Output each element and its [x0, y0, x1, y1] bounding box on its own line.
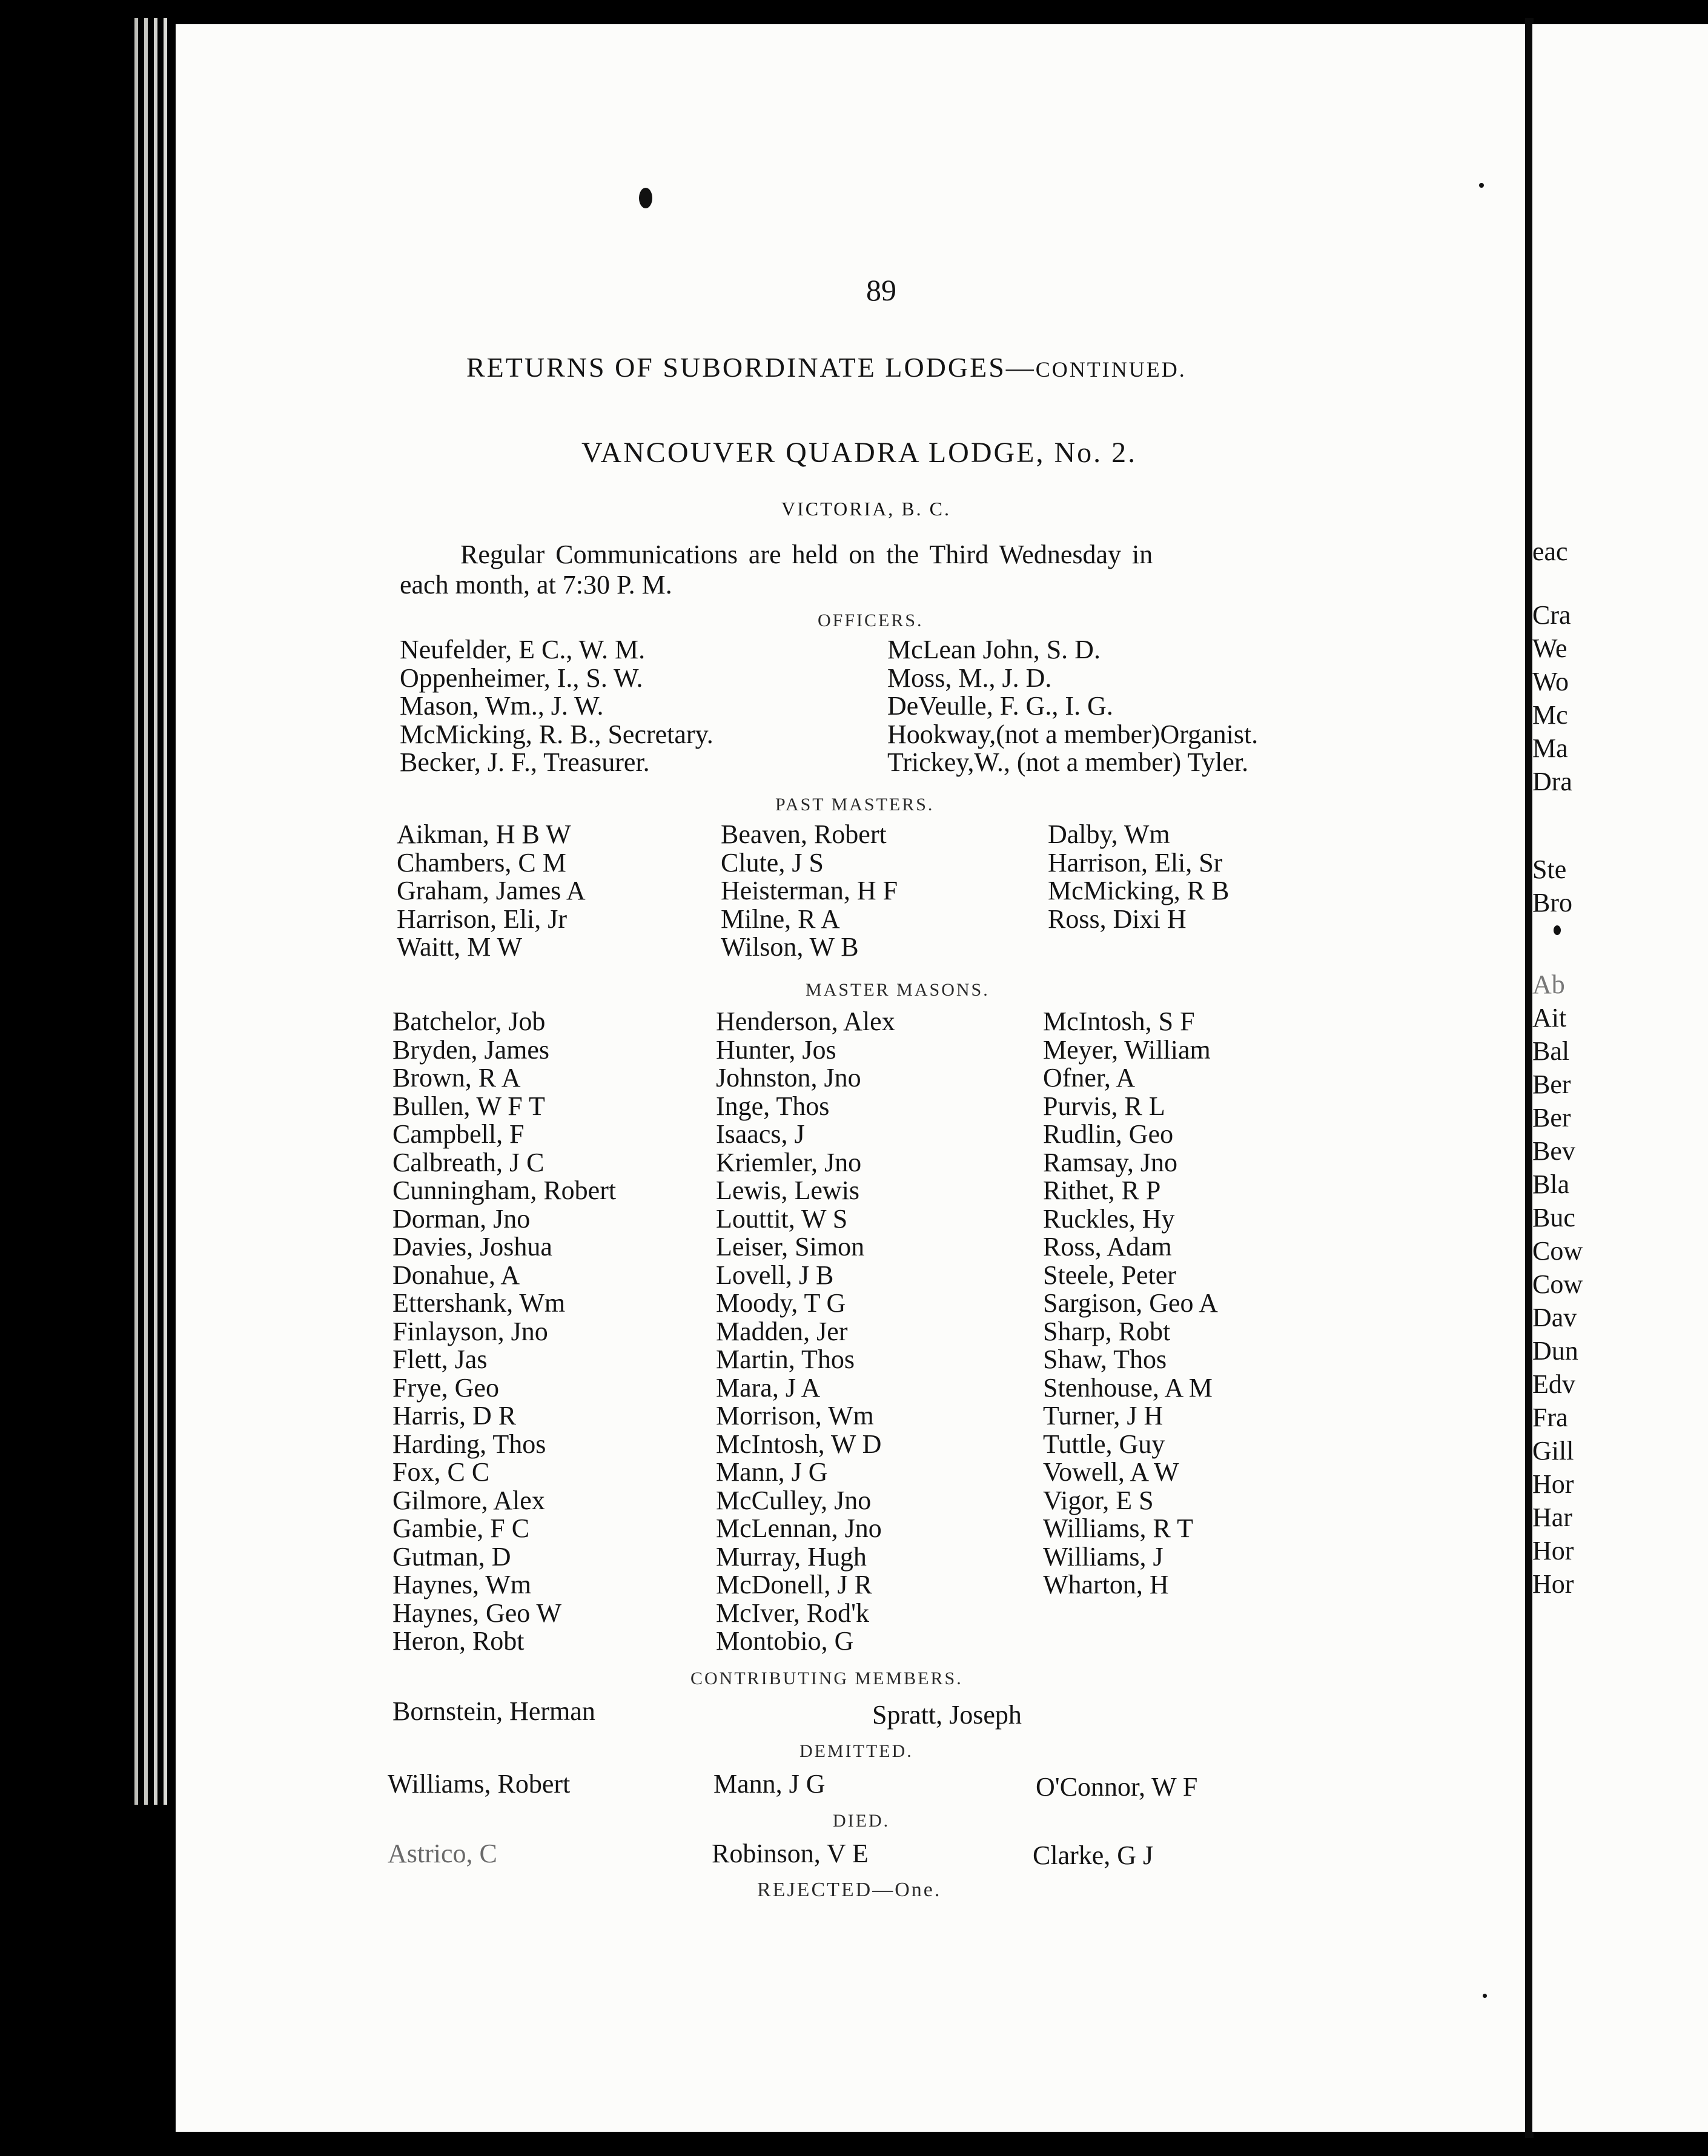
master-mason-entry: Turner, J H	[1043, 1401, 1163, 1430]
past-master-entry: Harrison, Eli, Sr	[1048, 847, 1223, 878]
adjacent-fragment: Cow	[1532, 1269, 1583, 1299]
master-mason-entry: Williams, J	[1043, 1541, 1163, 1572]
adjacent-fragment: Bev	[1532, 1136, 1575, 1166]
master-mason-entry: Ettershank, Wm	[392, 1288, 566, 1318]
master-mason-entry: Haynes, Geo W	[392, 1598, 561, 1628]
page-edge	[154, 18, 157, 1805]
officers-right	[887, 636, 1258, 777]
adjacent-fragment: Bal	[1532, 1036, 1570, 1066]
died-entry: Robinson, V E	[712, 1839, 869, 1868]
past-masters-heading: PAST MASTERS.	[775, 795, 935, 815]
master-mason-entry: Martin, Thos	[716, 1344, 855, 1374]
master-masons-heading: MASTER MASONS.	[806, 980, 990, 1000]
master-mason-entry: McCulley, Jno	[716, 1485, 872, 1515]
master-mason-entry: Moody, T G	[716, 1288, 846, 1318]
past-master-entry: Harrison, Eli, Jr	[397, 904, 568, 934]
header-continued: CONTINUED.	[1035, 357, 1187, 382]
page-edge	[144, 18, 148, 1805]
adjacent-fragment: Ber	[1532, 1070, 1571, 1099]
adjacent-fragment: Dra	[1532, 767, 1572, 796]
header-main: RETURNS OF SUBORDINATE LODGES—	[466, 352, 1036, 383]
master-mason-entry: Shaw, Thos	[1043, 1344, 1167, 1374]
adjacent-fragment: Fra	[1532, 1403, 1568, 1432]
died-entry: Astrico, C	[388, 1839, 497, 1868]
master-mason-entry: Davies, Joshua	[392, 1232, 552, 1262]
master-mason-entry: Johnston, Jno	[716, 1063, 861, 1093]
ink-speck	[1479, 183, 1484, 188]
master-mason-entry: Gambie, F C	[392, 1513, 530, 1543]
past-masters-col-2	[721, 821, 898, 962]
past-master-entry: Milne, R A	[721, 904, 840, 934]
officer-entry: Mason, Wm., J. W.	[400, 691, 604, 721]
master-mason-entry: Gilmore, Alex	[392, 1485, 545, 1515]
master-mason-entry: Ruckles, Hy	[1043, 1203, 1175, 1234]
master-mason-entry: Leiser, Simon	[716, 1232, 865, 1262]
rejected-line: REJECTED—One.	[757, 1879, 942, 1901]
page-number: 89	[866, 273, 896, 307]
master-mason-entry: McIver, Rod'k	[716, 1598, 869, 1628]
officers-heading: OFFICERS.	[818, 610, 924, 630]
master-mason-entry: Cunningham, Robert	[392, 1176, 617, 1205]
master-mason-entry: Harris, D R	[392, 1401, 517, 1430]
master-mason-entry: Sargison, Geo A	[1043, 1288, 1218, 1318]
master-mason-entry: Finlayson, Jno	[392, 1316, 548, 1346]
master-mason-entry: Madden, Jer	[716, 1316, 848, 1346]
officer-entry: DeVeulle, F. G., I. G.	[887, 691, 1113, 721]
master-mason-entry: McLennan, Jno	[716, 1513, 882, 1543]
master-mason-entry: Heron, Robt	[392, 1626, 525, 1656]
past-master-entry: Wilson, W B	[721, 932, 859, 962]
master-mason-entry: Lovell, J B	[716, 1260, 834, 1290]
master-mason-entry: Louttit, W S	[716, 1203, 848, 1234]
master-mason-entry: Vowell, A W	[1043, 1457, 1179, 1487]
past-masters-col-3	[1048, 821, 1229, 933]
officer-entry: Oppenheimer, I., S. W.	[400, 663, 643, 693]
adjacent-fragment: Dun	[1532, 1336, 1578, 1366]
master-mason-entry: Fox, C C	[392, 1457, 490, 1487]
master-masons-col-2	[716, 1008, 895, 1656]
past-master-entry: Clute, J S	[721, 847, 824, 878]
master-mason-entry: Frye, Geo	[392, 1372, 499, 1403]
adjacent-page	[1532, 24, 1708, 2132]
adjacent-fragment: Edv	[1532, 1369, 1575, 1399]
master-mason-entry: Murray, Hugh	[716, 1541, 867, 1572]
master-mason-entry: Ofner, A	[1043, 1063, 1136, 1093]
master-mason-entry: Montobio, G	[716, 1626, 854, 1656]
past-masters-col-1	[397, 821, 586, 962]
adjacent-fragment: Gill	[1532, 1436, 1574, 1466]
ink-speck	[1554, 925, 1561, 935]
page-edge	[134, 18, 138, 1805]
adjacent-fragment: Hor	[1532, 1536, 1574, 1566]
adjacent-fragment: Cra	[1532, 600, 1571, 630]
officer-entry: Trickey,W., (not a member) Tyler.	[887, 747, 1249, 777]
master-mason-entry: Wharton, H	[1043, 1570, 1169, 1599]
master-mason-entry: Mann, J G	[716, 1457, 828, 1487]
adjacent-fragment: eac	[1532, 537, 1568, 566]
master-mason-entry: Campbell, F	[392, 1119, 525, 1149]
died-entry: Clarke, G J	[1033, 1840, 1154, 1870]
master-mason-entry: Batchelor, Job	[392, 1007, 546, 1036]
master-mason-entry: Bullen, W F T	[392, 1091, 545, 1121]
section-header	[466, 351, 1187, 383]
master-mason-entry: Isaacs, J	[716, 1119, 805, 1149]
master-mason-entry: Calbreath, J C	[392, 1147, 545, 1177]
adjacent-fragment: Buc	[1532, 1203, 1575, 1232]
contributing-heading: CONTRIBUTING MEMBERS.	[690, 1668, 963, 1688]
contributing-entry: Bornstein, Herman	[392, 1696, 595, 1726]
communications-line-1: Regular Communications are held on the Third Wednesday in	[460, 540, 1153, 569]
master-mason-entry: Purvis, R L	[1043, 1091, 1165, 1121]
master-mason-entry: Brown, R A	[392, 1063, 521, 1093]
adjacent-fragment: Bro	[1532, 888, 1572, 918]
master-mason-entry: Rithet, R P	[1043, 1176, 1161, 1205]
past-master-entry: Heisterman, H F	[721, 876, 898, 905]
officer-entry: Neufelder, E C., W. M.	[400, 635, 646, 664]
past-master-entry: Waitt, M W	[397, 932, 523, 962]
master-mason-entry: Hunter, Jos	[716, 1034, 836, 1065]
book-page	[176, 24, 1526, 2132]
master-mason-entry: Sharp, Robt	[1043, 1316, 1171, 1346]
past-master-entry: Aikman, H B W	[397, 819, 571, 849]
master-mason-entry: Mara, J A	[716, 1372, 821, 1403]
adjacent-fragment: Hor	[1532, 1569, 1574, 1599]
officer-entry: Hookway,(not a member)Organist.	[887, 719, 1259, 749]
master-mason-entry: Flett, Jas	[392, 1344, 488, 1374]
master-mason-entry: Steele, Peter	[1043, 1260, 1176, 1290]
adjacent-fragment: Hor	[1532, 1469, 1574, 1499]
past-master-entry: Dalby, Wm	[1048, 819, 1170, 849]
master-mason-entry: McIntosh, W D	[716, 1429, 882, 1459]
master-mason-entry: Rudlin, Geo	[1043, 1119, 1174, 1149]
contributing-entry: Spratt, Joseph	[872, 1700, 1022, 1730]
past-master-entry: McMicking, R B	[1048, 876, 1230, 905]
master-mason-entry: McIntosh, S F	[1043, 1007, 1195, 1036]
master-mason-entry: Haynes, Wm	[392, 1570, 531, 1599]
demitted-heading: DEMITTED.	[799, 1741, 913, 1761]
adjacent-fragment: Bla	[1532, 1169, 1570, 1199]
master-mason-entry: Meyer, William	[1043, 1034, 1211, 1065]
master-masons-col-3	[1043, 1008, 1218, 1599]
past-master-entry: Ross, Dixi H	[1048, 904, 1187, 934]
officer-entry: Becker, J. F., Treasurer.	[400, 747, 650, 777]
demitted-entry: Williams, Robert	[388, 1769, 571, 1799]
officer-entry: McLean John, S. D.	[887, 635, 1101, 664]
lodge-place: VICTORIA, B. C.	[781, 498, 951, 520]
past-master-entry: Beaven, Robert	[721, 819, 887, 849]
officer-entry: Moss, M., J. D.	[887, 663, 1052, 693]
adjacent-fragment: Ait	[1532, 1003, 1567, 1033]
adjacent-fragment: Ma	[1532, 733, 1568, 763]
master-mason-entry: Inge, Thos	[716, 1091, 830, 1121]
communications-line-2: each month, at 7:30 P. M.	[400, 570, 672, 600]
adjacent-fragment: Ste	[1532, 855, 1567, 884]
master-mason-entry: McDonell, J R	[716, 1570, 872, 1599]
page-edge	[164, 18, 167, 1805]
master-mason-entry: Dorman, Jno	[392, 1203, 531, 1234]
master-mason-entry: Henderson, Alex	[716, 1007, 895, 1036]
adjacent-fragment: Har	[1532, 1503, 1572, 1532]
master-mason-entry: Williams, R T	[1043, 1513, 1193, 1543]
master-mason-entry: Vigor, E S	[1043, 1485, 1154, 1515]
past-master-entry: Graham, James A	[397, 876, 586, 905]
master-mason-entry: Bryden, James	[392, 1034, 550, 1065]
master-mason-entry: Donahue, A	[392, 1260, 520, 1290]
ink-speck	[1483, 1994, 1487, 1998]
master-mason-entry: Harding, Thos	[392, 1429, 546, 1459]
master-masons-col-1	[392, 1008, 616, 1656]
past-master-entry: Chambers, C M	[397, 847, 566, 878]
demitted-entry: Mann, J G	[713, 1769, 826, 1799]
master-mason-entry: Stenhouse, A M	[1043, 1372, 1213, 1403]
adjacent-fragment: Wo	[1532, 667, 1569, 696]
master-mason-entry: Ramsay, Jno	[1043, 1147, 1178, 1177]
adjacent-fragment: Ber	[1532, 1103, 1571, 1133]
master-mason-entry: Lewis, Lewis	[716, 1176, 860, 1205]
adjacent-fragment: Mc	[1532, 700, 1568, 730]
adjacent-fragment: Dav	[1532, 1303, 1577, 1332]
adjacent-fragment: We	[1532, 633, 1567, 663]
adjacent-fragment: Cow	[1532, 1236, 1583, 1266]
master-mason-entry: Morrison, Wm	[716, 1401, 874, 1430]
demitted-entry: O'Connor, W F	[1036, 1772, 1198, 1802]
officers-left	[400, 636, 713, 777]
master-mason-entry: Gutman, D	[392, 1541, 511, 1572]
master-mason-entry: Kriemler, Jno	[716, 1147, 862, 1177]
died-heading: DIED.	[833, 1811, 890, 1831]
lodge-title: VANCOUVER QUADRA LODGE, No. 2.	[581, 437, 1137, 469]
officer-entry: McMicking, R. B., Secretary.	[400, 719, 713, 749]
ink-blot	[639, 188, 652, 208]
master-mason-entry: Ross, Adam	[1043, 1232, 1172, 1262]
master-mason-entry: Tuttle, Guy	[1043, 1429, 1165, 1459]
adjacent-fragment: Ab	[1532, 970, 1565, 999]
